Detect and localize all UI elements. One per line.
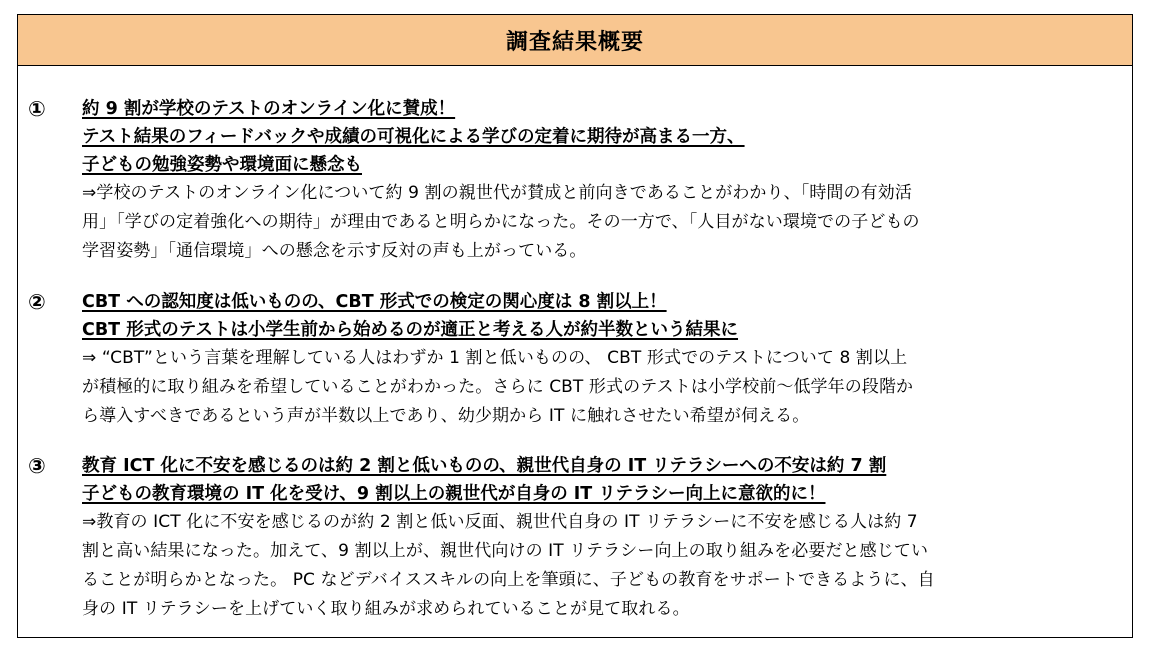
section-body-line: 学習姿勢」「通信環境」への懸念を示す反対の声も上がっている。 — [82, 241, 587, 261]
section-body-line: 用」「学びの定着強化への期待」が理由であると明らかになった。その一方で、「人目がない環境での子どもの — [82, 212, 920, 232]
section-body-line: 割と高い結果になった。加えて、9 割以上が、親世代向けの IT リテラシー向上の取り組みを必要だと感じてい — [82, 541, 929, 561]
summary-section-2 — [28, 288, 1116, 431]
summary-section-1 — [28, 95, 1116, 266]
section-body-line: が積極的に取り組みを希望していることがわかった。さらに CBT 形式のテストは小学校前～低学年の段階か — [82, 377, 914, 397]
section-number: ③ — [28, 454, 46, 478]
summary-box — [17, 14, 1133, 638]
section-heading-line: テスト結果のフィードバックや成績の可視化による学びの定着に期待が高まる一方、 — [82, 127, 745, 147]
summary-section-3 — [28, 452, 1116, 624]
section-heading-line: 約 9 割が学校のテストのオンライン化に賛成！ — [82, 99, 456, 119]
section-number: ② — [28, 290, 46, 314]
section-heading-line: 子どもの勉強姿勢や環境面に懸念も — [82, 155, 362, 175]
section-body-line: ることが明らかとなった。 PC などデバイススキルの向上を筆頭に、子どもの教育をサポートできるように、自 — [82, 570, 935, 590]
section-body-line: ⇒教育の ICT 化に不安を感じるのが約 2 割と低い反面、親世代自身の IT リテラシーに不安を感じる人は約 7 — [82, 512, 918, 532]
section-heading-line: 子どもの教育環境の IT 化を受け、9 割以上の親世代が自身の IT リテラシー向上に意欲的に！ — [82, 484, 826, 504]
section-body-line: ⇒学校のテストのオンライン化について約 9 割の親世代が賛成と前向きであることがわかり、「時間の有効活 — [82, 183, 912, 203]
section-heading-line: 教育 ICT 化に不安を感じるのは約 2 割と低いものの、親世代自身の IT リテラシーへの不安は約 7 割 — [82, 456, 887, 476]
summary-header — [18, 15, 1132, 66]
page-title: 調査結果概要 — [505, 29, 644, 55]
section-heading-line: CBT への認知度は低いものの、CBT 形式での検定の関心度は 8 割以上！ — [82, 292, 667, 312]
section-body-line: ら導入すべきであるという声が半数以上であり、幼少期から IT に触れさせたい希望が伺える。 — [82, 406, 810, 426]
section-heading-line: CBT 形式のテストは小学生前から始めるのが適正と考える人が約半数という結果に — [82, 320, 739, 340]
section-body-line: 身の IT リテラシーを上げていく取り組みが求められていることが見て取れる。 — [82, 599, 690, 619]
section-body-line: ⇒ “CBT”という言葉を理解している人はわずか 1 割と低いものの、 CBT 形式でのテストについて 8 割以上 — [82, 348, 908, 368]
section-number: ① — [28, 97, 46, 121]
